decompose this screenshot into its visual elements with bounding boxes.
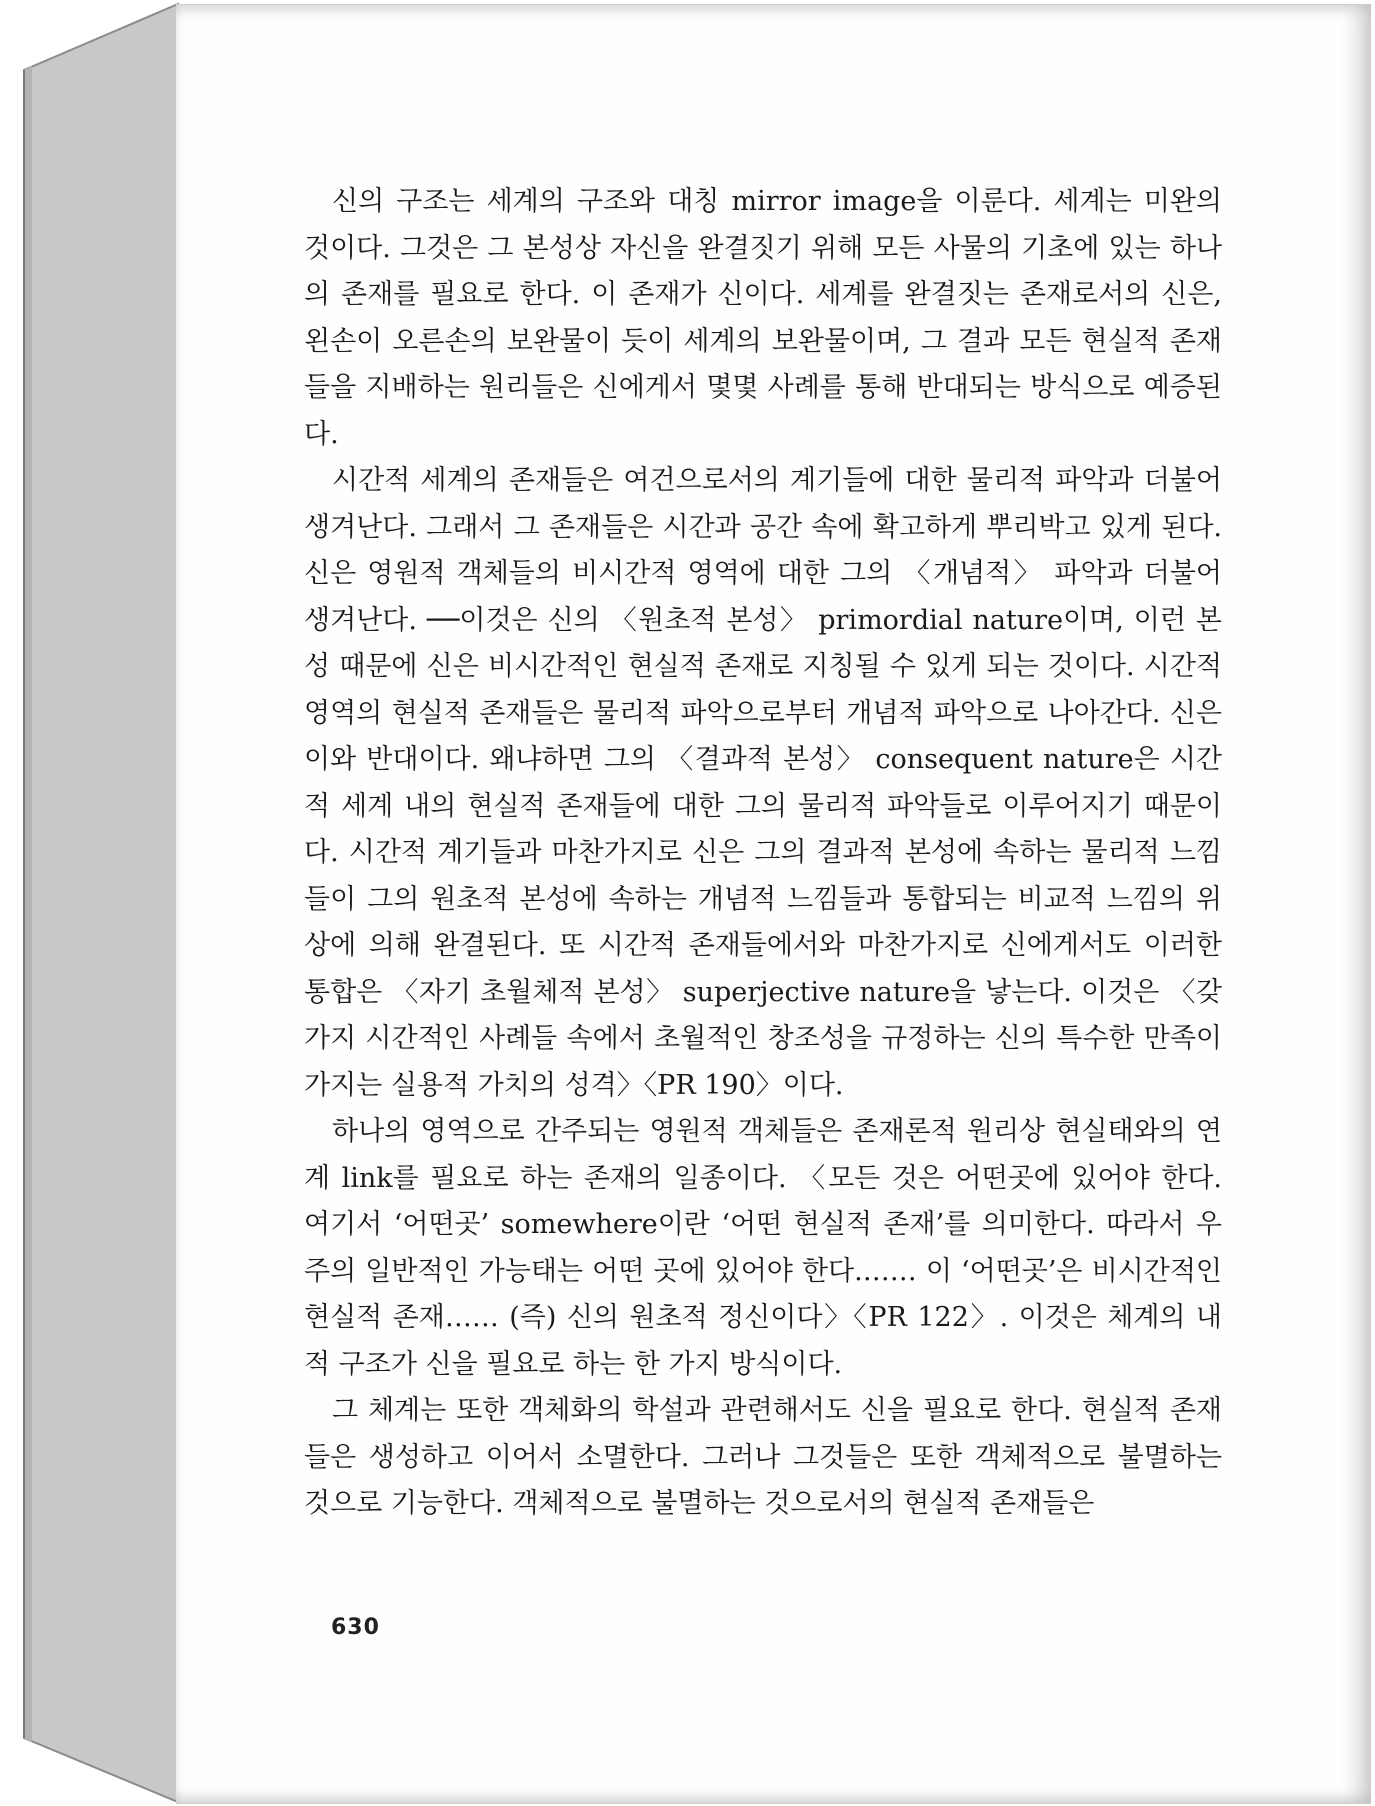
paragraph-1: 신의 구조는 세계의 구조와 대칭 mirror image을 이룬다. 세계는 미완의 것이다. 그것은 그 본성상 자신을 완결짓기 위해 모든 사물의 기초에 있는 하나의 존재를 필요로 한다. 이 존재가 신이다. 세계를 완결짓는 존재로서의 신은, 왼손이 오른손의 보완물이 듯이 세계의 보완물이며, 그 결과 모든 현실적 존재들을 지배하는 원리들은 신에게서 몇몇 사례를 통해 반대되는 방식으로 예증된다. <box>304 186 1222 450</box>
paragraph-2: 시간적 세계의 존재들은 여건으로서의 계기들에 대한 물리적 파악과 더불어 생겨난다. 그래서 그 존재들은 시간과 공간 속에 확고하게 뿌리박고 있게 된다. 신은 영원적 객체들의 비시간적 영역에 대한 그의 〈개념적〉 파악과 더불어 생겨난다. ──이것은 신의 〈원초적 본성〉 primordial nature이며, 이런 본성 때문에 신은 비시간적인 현실적 존재로 지칭될 수 있게 되는 것이다. 시간적 영역의 현실적 존재들은 물리적 파악으로부터 개념적 파악으로 나아간다. 신은 이와 반대이다. 왜냐하면 그의 〈결과적 본성〉 consequent nature은 시간적 세계 내의 현실적 존재들에 대한 그의 물리적 파악들로 이루어지기 때문이다. 시간적 계기들과 마찬가지로 신은 그의 결과적 본성에 속하는 물리적 느낌들이 그의 원초적 본성에 속하는 개념적 느낌들과 통합되는 비교적 느낌의 위상에 의해 완결된다. 또 시간적 존재들에서와 마찬가지로 신에게서도 이러한 통합은 〈자기 초월체적 본성〉 superjective nature을 낳는다. 이것은 〈갖가지 시간적인 사례들 속에서 초월적인 창조성을 규정하는 신의 특수한 만족이 가지는 실용적 가치의 성격〉〈PR 190〉이다. <box>304 465 1222 1101</box>
body-text <box>304 179 1222 1528</box>
paragraph-3: 하나의 영역으로 간주되는 영원적 객체들은 존재론적 원리상 현실태와의 연계 link를 필요로 하는 존재의 일종이다. 〈모든 것은 어떤곳에 있어야 한다. 여기서 ‘어떤곳’ somewhere이란 ‘어떤 현실적 존재’를 의미한다. 따라서 우주의 일반적인 가능태는 어떤 곳에 있어야 한다.…… 이 ‘어떤곳’은 비시간적인 현실적 존재…… (즉) 신의 원초적 정신이다〉〈PR 122〉. 이것은 체계의 내적 구조가 신을 필요로 하는 한 가지 방식이다. <box>304 1116 1222 1380</box>
paragraph-4: 그 체계는 또한 객체화의 학설과 관련해서도 신을 필요로 한다. 현실적 존재들은 생성하고 이어서 소멸한다. 그러나 그것들은 또한 객체적으로 불멸하는 것으로 기능한다. 객체적으로 불멸하는 것으로서의 현실적 존재들은 <box>304 1395 1222 1519</box>
book-page <box>176 4 1371 1804</box>
page-number: 630 <box>331 1615 380 1640</box>
book-spine <box>0 0 180 1806</box>
